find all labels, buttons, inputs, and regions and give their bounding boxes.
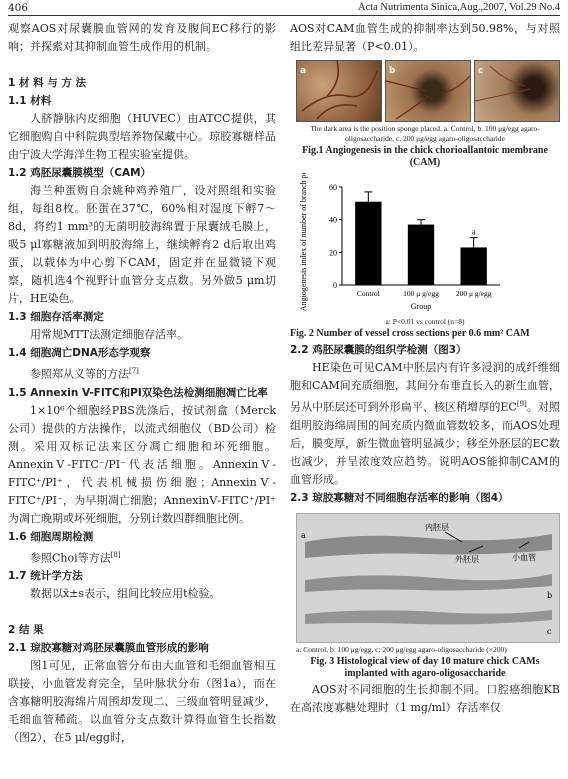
figure-1-note: The dark area is the position sponge placed. a. Control, b. 100 μg/egg agaro-oligosaccharide, c. 200 μg/egg agaro-oligosaccharide [310, 124, 540, 143]
paragraph: 图1可见，正常血管分布由大血管和毛细血管相互联接，小血管发育完全，呈叶脉状分布（图1a），而在含寡糖明胶海绵片周围却发现二、三级血管明显减少，毛细血管稀疏。以血管分支点数计算得血管生长指数（图2），在5 μl/egg时， [8, 659, 276, 745]
y-axis-label: Angiogenesis index of number of branch points [299, 173, 308, 312]
x-axis-label: Group [410, 302, 432, 311]
section-heading: 1 材 料 与 方 法 [8, 77, 87, 89]
subsection-heading: 1.2 鸡胚尿囊膜模型（CAM） [8, 167, 152, 179]
vessel-pattern [386, 61, 470, 121]
vessel-pattern [297, 61, 381, 121]
header-rule [8, 15, 560, 16]
subsection-heading: 2.3 琼胶寡糖对不同细胞存活率的影响（图4） [290, 491, 509, 504]
paragraph: 人脐静脉内皮细胞（HUVEC）由ATCC提供，其它细胞购自中科院典型培养物保藏中心。琼胶寡糖样品由宁波大学海洋生物工程实验室提供。 [8, 112, 276, 161]
paragraph: 观察AOS对尿囊膜血管网的发育及腹间EC移行的影响；并探索对其抑制血管生成作用的机制。 [8, 22, 276, 53]
fig3-label: 小血管 [512, 552, 536, 562]
subsection-heading: 1.7 统计学方法 [8, 570, 83, 583]
paragraph-text: 参照郑从义等的方法 [30, 367, 129, 381]
page-number: 406 [8, 2, 29, 14]
x-tick-label: 200 μ g/egg [455, 289, 492, 298]
cam-photo-c [474, 60, 560, 122]
figure-1-photos [296, 60, 558, 120]
subsection-heading: 1.6 细胞周期检测 [8, 530, 94, 543]
paragraph: 1×10⁶个细胞经PBS洗涤后，按试剂盒（Merck公司）提供的方法操作，以流式细胞仪（BD公司）检测。采用双标记法来区分凋亡细胞和坏死细胞。AnnexinⅤ-FITC⁻/PI⁻代表活细胞。AnnexinⅤ-FITC⁺/PI⁺，代表机械损伤细胞；AnnexinⅤ-FITC⁺/PI⁻，为早期凋亡细胞；AnnexinⅤ-FITC⁺/PI⁺为凋亡晚期或坏死细胞，分别计数四群细胞比例。 [8, 403, 276, 525]
paragraph: 海兰种蛋购自余姚种鸡养殖厂，设对照组和实验组，每组8枚。胚蛋在37℃，60%相对湿度下孵7～8d，将约1 mm³的无菌明胶海绵置于尿囊绒毛膜上，吸5 μl寡糖液加到明胶海绵上，继续孵育2 d后取出鸡蛋，以载体为中心剪下CAM，固定并在显微镜下观察，随机选4个视野计血管分支点数。另外做5 μm切片，HE染色。 [8, 184, 276, 305]
subsection-heading: 1.1 材料 [8, 95, 52, 107]
fig3-label: 外胚层 [455, 554, 479, 564]
significance-label: a [471, 227, 476, 237]
figure-3-note: a: Control, b: 100 μg/egg, c: 200 μg/egg agaro-oligosaccharide (×200) [296, 644, 507, 654]
paragraph-text: 。对照组明胶海绵周围的间充质内微血管数较多，而AOS处理后，膜变厚，新生微血管明显减少；移至外胚层的EC数也减少，并呈浓度效应趋势。说明AOS能抑制CAM的血管形成。 [290, 400, 561, 486]
x-tick-label: 100 μ g/egg [403, 289, 439, 298]
fig3-label: 内胚层 [425, 522, 449, 532]
paragraph: AOS对CAM血管生成的抑制率达到50.98%，与对照组比差异显著（P<0.01）。 [290, 22, 560, 53]
y-tick-label: 0 [333, 281, 337, 290]
panel-label: b [389, 66, 396, 76]
cam-photo-b [385, 60, 471, 122]
section-heading: 2 结 果 [8, 624, 44, 637]
figure-1-caption: Fig.1 Angiogenesis in the chick chorioallantoic membrane (CAM) [302, 145, 548, 168]
panel-label: a [300, 66, 307, 76]
figure-3-histology [296, 513, 560, 643]
figure-2-footnote: a: P<0.01 vs control (n=8) [385, 317, 465, 326]
subsection-heading: 1.4 细胞凋亡DNA形态学观察 [8, 347, 151, 359]
bar [461, 247, 487, 285]
x-tick-label: Control [356, 289, 380, 298]
journal-header: Acta Nutrimenta Sinica,Aug.,2007, Vol.29 No.4 [357, 2, 560, 13]
subsection-heading: 2.2 鸡胚尿囊膜的组织学检测（图3） [290, 344, 467, 356]
subsection-heading: 1.3 细胞存活率测定 [8, 311, 104, 323]
bar-chart [290, 173, 560, 313]
panel-label: c [478, 66, 484, 76]
panel-label: c [547, 626, 552, 636]
y-tick-label: 40 [329, 215, 337, 225]
subsection-heading: 2.1 琼胶寡糖对鸡胚尿囊膜血管形成的影响 [8, 642, 209, 655]
figure-2-caption: Fig. 2 Number of vessel cross sections per 0.6 mm² CAM [290, 328, 530, 339]
paragraph: AOS对不同细胞的生长抑制不同。口腔癌细胞KB在高浓度寡糖处理时（1 mg/ml）存活率仅 [290, 682, 560, 714]
panel-label: a [301, 530, 306, 540]
paragraph [8, 546, 276, 568]
left-column [8, 20, 276, 747]
panel-label: b [547, 590, 553, 600]
figure-3-caption: Fig. 3 Histological view of day 10 mature chick CAMs implanted with agaro-oligosaccharide [310, 655, 540, 679]
bar [355, 202, 381, 285]
bar [408, 225, 434, 285]
citation: [7] [129, 367, 139, 375]
subsection-heading: 1.5 Annexin V-FITC和PI双染色法检测细胞凋亡比率 [8, 386, 268, 399]
paragraph: 用常规MTT法测定细胞存活率。 [30, 328, 189, 341]
y-tick-label: 20 [329, 248, 337, 258]
paragraph-text: 参照Choi等方法 [30, 551, 111, 565]
figure-2-chart [290, 173, 560, 313]
paragraph: 数据以x̄±s表示，组间比较应用t检验。 [30, 587, 221, 601]
citation: [8] [110, 550, 121, 559]
y-tick-label: 60 [329, 183, 337, 192]
paragraph-text: HE染色可见CAM中胚层内有许多浸润的成纤维细胞和CAM间充质细胞，其间分布垂直长入的新生血管，另从中胚层还可到外形扁平、核区稍增厚的EC [290, 361, 560, 414]
cam-photo-a [296, 60, 382, 122]
paragraph [290, 359, 560, 489]
citation: [9] [516, 400, 527, 408]
vessel-pattern [475, 61, 559, 121]
paragraph [8, 362, 276, 384]
right-column [290, 20, 560, 717]
histology-image [297, 514, 559, 642]
